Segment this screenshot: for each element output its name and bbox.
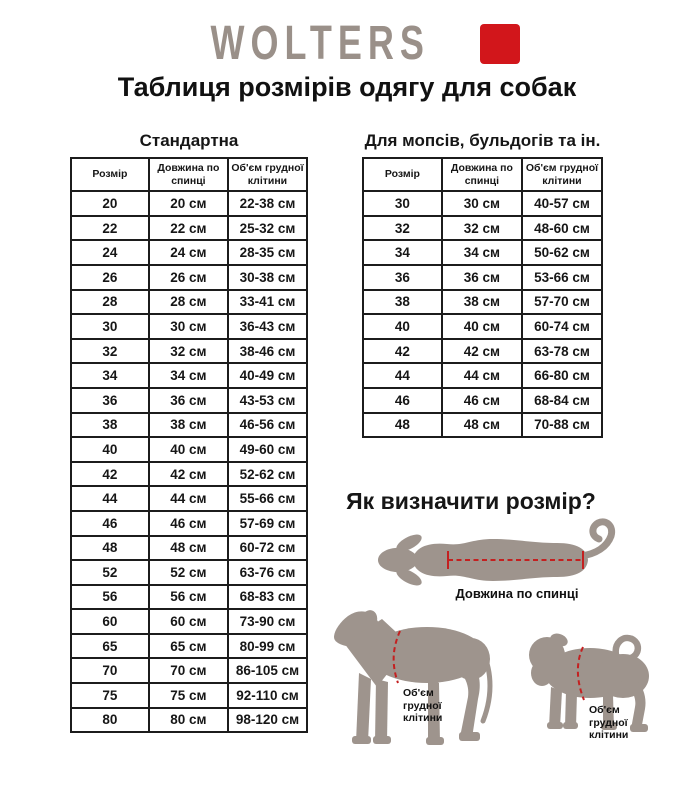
table-cell: 48 см xyxy=(442,413,522,438)
table-cell: 68-84 см xyxy=(522,388,602,413)
table-cell: 32 xyxy=(71,339,149,364)
table-cell: 52 см xyxy=(149,560,228,585)
table-cell: 98-120 см xyxy=(228,708,307,733)
table-cell: 28 xyxy=(71,290,149,315)
table-row xyxy=(363,413,602,438)
table-row xyxy=(71,240,307,265)
table-cell: 36 см xyxy=(442,265,522,290)
table-cell: 60 см xyxy=(149,609,228,634)
table-cell: 38-46 см xyxy=(228,339,307,364)
table-cell: 44 xyxy=(71,486,149,511)
table-cell: 80-99 см xyxy=(228,634,307,659)
table-cell: 86-105 см xyxy=(228,658,307,683)
table-cell: 48 xyxy=(71,536,149,561)
table-cell: 40 xyxy=(363,314,442,339)
how-to-heading: Як визначити розмір? xyxy=(346,488,596,514)
table-cell: 75 xyxy=(71,683,149,708)
table-row xyxy=(363,216,602,241)
table-cell: 52-62 см xyxy=(228,462,307,487)
table-cell: 65 см xyxy=(149,634,228,659)
table-cell: 60 xyxy=(71,609,149,634)
table-cell: 48 см xyxy=(149,536,228,561)
column-header: Об'єм грудної клітини xyxy=(522,158,602,191)
table-cell: 34 xyxy=(71,363,149,388)
table-cell: 38 см xyxy=(149,413,228,438)
table-cell: 36 см xyxy=(149,388,228,413)
table-cell: 32 xyxy=(363,216,442,241)
table-cell: 42 см xyxy=(149,462,228,487)
table-cell: 33-41 см xyxy=(228,290,307,315)
table-cell: 63-78 см xyxy=(522,339,602,364)
column-header: Довжина по спинці xyxy=(442,158,522,191)
table-cell: 63-76 см xyxy=(228,560,307,585)
table-cell: 40-49 см xyxy=(228,363,307,388)
standard-table-subtitle: Стандартна xyxy=(139,131,239,150)
table-row xyxy=(71,191,307,216)
table-row xyxy=(71,683,307,708)
table-cell: 57-70 см xyxy=(522,290,602,315)
table-cell: 43-53 см xyxy=(228,388,307,413)
table-row xyxy=(71,290,307,315)
back-length-caption: Довжина по спинці xyxy=(455,586,579,601)
table-cell: 56 xyxy=(71,585,149,610)
table-cell: 40 см xyxy=(442,314,522,339)
table-cell: 75 см xyxy=(149,683,228,708)
table-header-row xyxy=(363,158,602,191)
table-cell: 20 см xyxy=(149,191,228,216)
table-cell: 60-72 см xyxy=(228,536,307,561)
table-cell: 36-43 см xyxy=(228,314,307,339)
standard-size-table xyxy=(70,157,308,733)
dog-side-view-illustration xyxy=(332,605,498,751)
table-row xyxy=(71,560,307,585)
table-row xyxy=(71,658,307,683)
table-row xyxy=(71,388,307,413)
table-row xyxy=(71,437,307,462)
table-row xyxy=(71,536,307,561)
chest-volume-caption-bulldog: Об'єм грудної клітини xyxy=(589,704,629,742)
table-row xyxy=(71,413,307,438)
table-cell: 38 xyxy=(363,290,442,315)
table-cell: 92-110 см xyxy=(228,683,307,708)
table-cell: 80 см xyxy=(149,708,228,733)
table-cell: 46 см xyxy=(149,511,228,536)
table-cell: 70 см xyxy=(149,658,228,683)
chest-volume-caption-standard: Об'єм грудної клітини xyxy=(403,687,443,725)
table-cell: 32 см xyxy=(149,339,228,364)
table-cell: 42 xyxy=(363,339,442,364)
table-row xyxy=(71,265,307,290)
table-cell: 80 xyxy=(71,708,149,733)
table-cell: 38 см xyxy=(442,290,522,315)
table-cell: 34 см xyxy=(442,240,522,265)
standard-size-table-section xyxy=(70,131,308,733)
page-title: Таблиця розмірів одягу для собак xyxy=(117,72,577,102)
table-row xyxy=(363,314,602,339)
table-row xyxy=(363,240,602,265)
brand-logo-text: WOLTERS xyxy=(210,17,431,70)
column-header: Розмір xyxy=(363,158,442,191)
table-row xyxy=(363,363,602,388)
table-cell: 24 xyxy=(71,240,149,265)
table-cell: 30-38 см xyxy=(228,265,307,290)
table-cell: 22 см xyxy=(149,216,228,241)
table-cell: 46-56 см xyxy=(228,413,307,438)
table-cell: 28-35 см xyxy=(228,240,307,265)
table-row xyxy=(71,634,307,659)
table-cell: 65 xyxy=(71,634,149,659)
table-cell: 46 xyxy=(363,388,442,413)
table-row xyxy=(71,314,307,339)
table-header-row xyxy=(71,158,307,191)
table-cell: 46 см xyxy=(442,388,522,413)
table-cell: 55-66 см xyxy=(228,486,307,511)
column-header: Розмір xyxy=(71,158,149,191)
table-cell: 49-60 см xyxy=(228,437,307,462)
table-cell: 36 xyxy=(363,265,442,290)
table-cell: 30 xyxy=(71,314,149,339)
table-row xyxy=(71,609,307,634)
table-cell: 22-38 см xyxy=(228,191,307,216)
table-cell: 68-83 см xyxy=(228,585,307,610)
table-cell: 40-57 см xyxy=(522,191,602,216)
table-cell: 48 xyxy=(363,413,442,438)
table-row xyxy=(71,339,307,364)
bulldog-size-table-section xyxy=(362,131,603,438)
table-row xyxy=(71,511,307,536)
table-cell: 70 xyxy=(71,658,149,683)
table-cell: 60-74 см xyxy=(522,314,602,339)
table-row xyxy=(363,290,602,315)
table-row xyxy=(71,216,307,241)
table-cell: 42 см xyxy=(442,339,522,364)
table-cell: 36 xyxy=(71,388,149,413)
table-cell: 22 xyxy=(71,216,149,241)
table-cell: 30 см xyxy=(442,191,522,216)
table-row xyxy=(71,462,307,487)
column-header: Об'єм грудної клітини xyxy=(228,158,307,191)
table-cell: 70-88 см xyxy=(522,413,602,438)
table-cell: 73-90 см xyxy=(228,609,307,634)
table-cell: 26 xyxy=(71,265,149,290)
table-row xyxy=(71,585,307,610)
table-row xyxy=(71,708,307,733)
table-cell: 42 xyxy=(71,462,149,487)
table-cell: 44 см xyxy=(442,363,522,388)
dog-top-view-illustration xyxy=(375,516,623,590)
table-cell: 28 см xyxy=(149,290,228,315)
bulldog-size-table xyxy=(362,157,603,438)
column-header: Довжина по спинці xyxy=(149,158,228,191)
table-cell: 26 см xyxy=(149,265,228,290)
table-row xyxy=(363,388,602,413)
table-cell: 46 xyxy=(71,511,149,536)
brand-logo xyxy=(0,18,694,70)
table-cell: 53-66 см xyxy=(522,265,602,290)
bulldog-table-subtitle: Для мопсів, бульдогів та ін. xyxy=(364,131,601,150)
table-cell: 40 xyxy=(71,437,149,462)
table-cell: 57-69 см xyxy=(228,511,307,536)
table-cell: 56 см xyxy=(149,585,228,610)
table-cell: 34 см xyxy=(149,363,228,388)
table-cell: 32 см xyxy=(442,216,522,241)
table-row xyxy=(71,486,307,511)
table-cell: 40 см xyxy=(149,437,228,462)
table-row xyxy=(71,363,307,388)
table-cell: 50-62 см xyxy=(522,240,602,265)
table-cell: 25-32 см xyxy=(228,216,307,241)
table-cell: 38 xyxy=(71,413,149,438)
table-cell: 34 xyxy=(363,240,442,265)
table-cell: 48-60 см xyxy=(522,216,602,241)
table-cell: 66-80 см xyxy=(522,363,602,388)
table-cell: 30 xyxy=(363,191,442,216)
table-row xyxy=(363,191,602,216)
table-row xyxy=(363,339,602,364)
table-cell: 44 см xyxy=(149,486,228,511)
table-row xyxy=(363,265,602,290)
table-cell: 44 xyxy=(363,363,442,388)
table-cell: 24 см xyxy=(149,240,228,265)
table-cell: 30 см xyxy=(149,314,228,339)
table-cell: 20 xyxy=(71,191,149,216)
table-cell: 52 xyxy=(71,560,149,585)
brand-logo-red-square-icon xyxy=(480,24,520,64)
